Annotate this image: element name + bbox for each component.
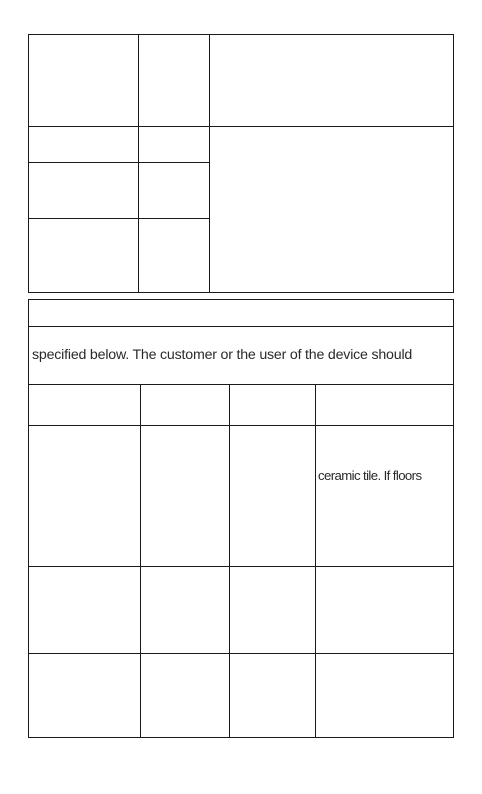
top-table-border-right [453,34,454,293]
bottom-table-intro-divider [28,384,454,385]
bottom-table-border-left [28,299,29,738]
bottom-table-col-divider-1 [140,384,141,738]
bottom-table-row-1-col-4-text: ceramic tile. If floors [318,468,422,483]
bottom-table-heading-divider [28,326,454,327]
bottom-table-header-divider [28,425,454,426]
bottom-table-intro-text: specified below. The customer or the user of the device should [32,347,413,363]
bottom-table-border-right [453,299,454,738]
bottom-table-row-divider-2 [28,653,454,654]
top-table-description-cell [212,128,450,290]
bottom-table-col-divider-2 [229,384,230,738]
bottom-table-heading [32,302,450,324]
top-table-border-top [28,34,454,35]
bottom-table-border-bottom [28,737,454,738]
bottom-table-border-top [28,299,454,300]
bottom-table-col-divider-3 [315,384,316,738]
top-table-row-divider-1 [28,126,454,127]
top-table-border-left [28,34,29,293]
top-table-border-bottom [28,292,454,293]
top-table-col-divider-1 [138,34,139,293]
top-table-col-divider-2 [209,34,210,293]
bottom-table-row-divider-1 [28,566,454,567]
top-table-row-divider-3 [28,218,210,219]
top-table-row-divider-2 [28,162,210,163]
